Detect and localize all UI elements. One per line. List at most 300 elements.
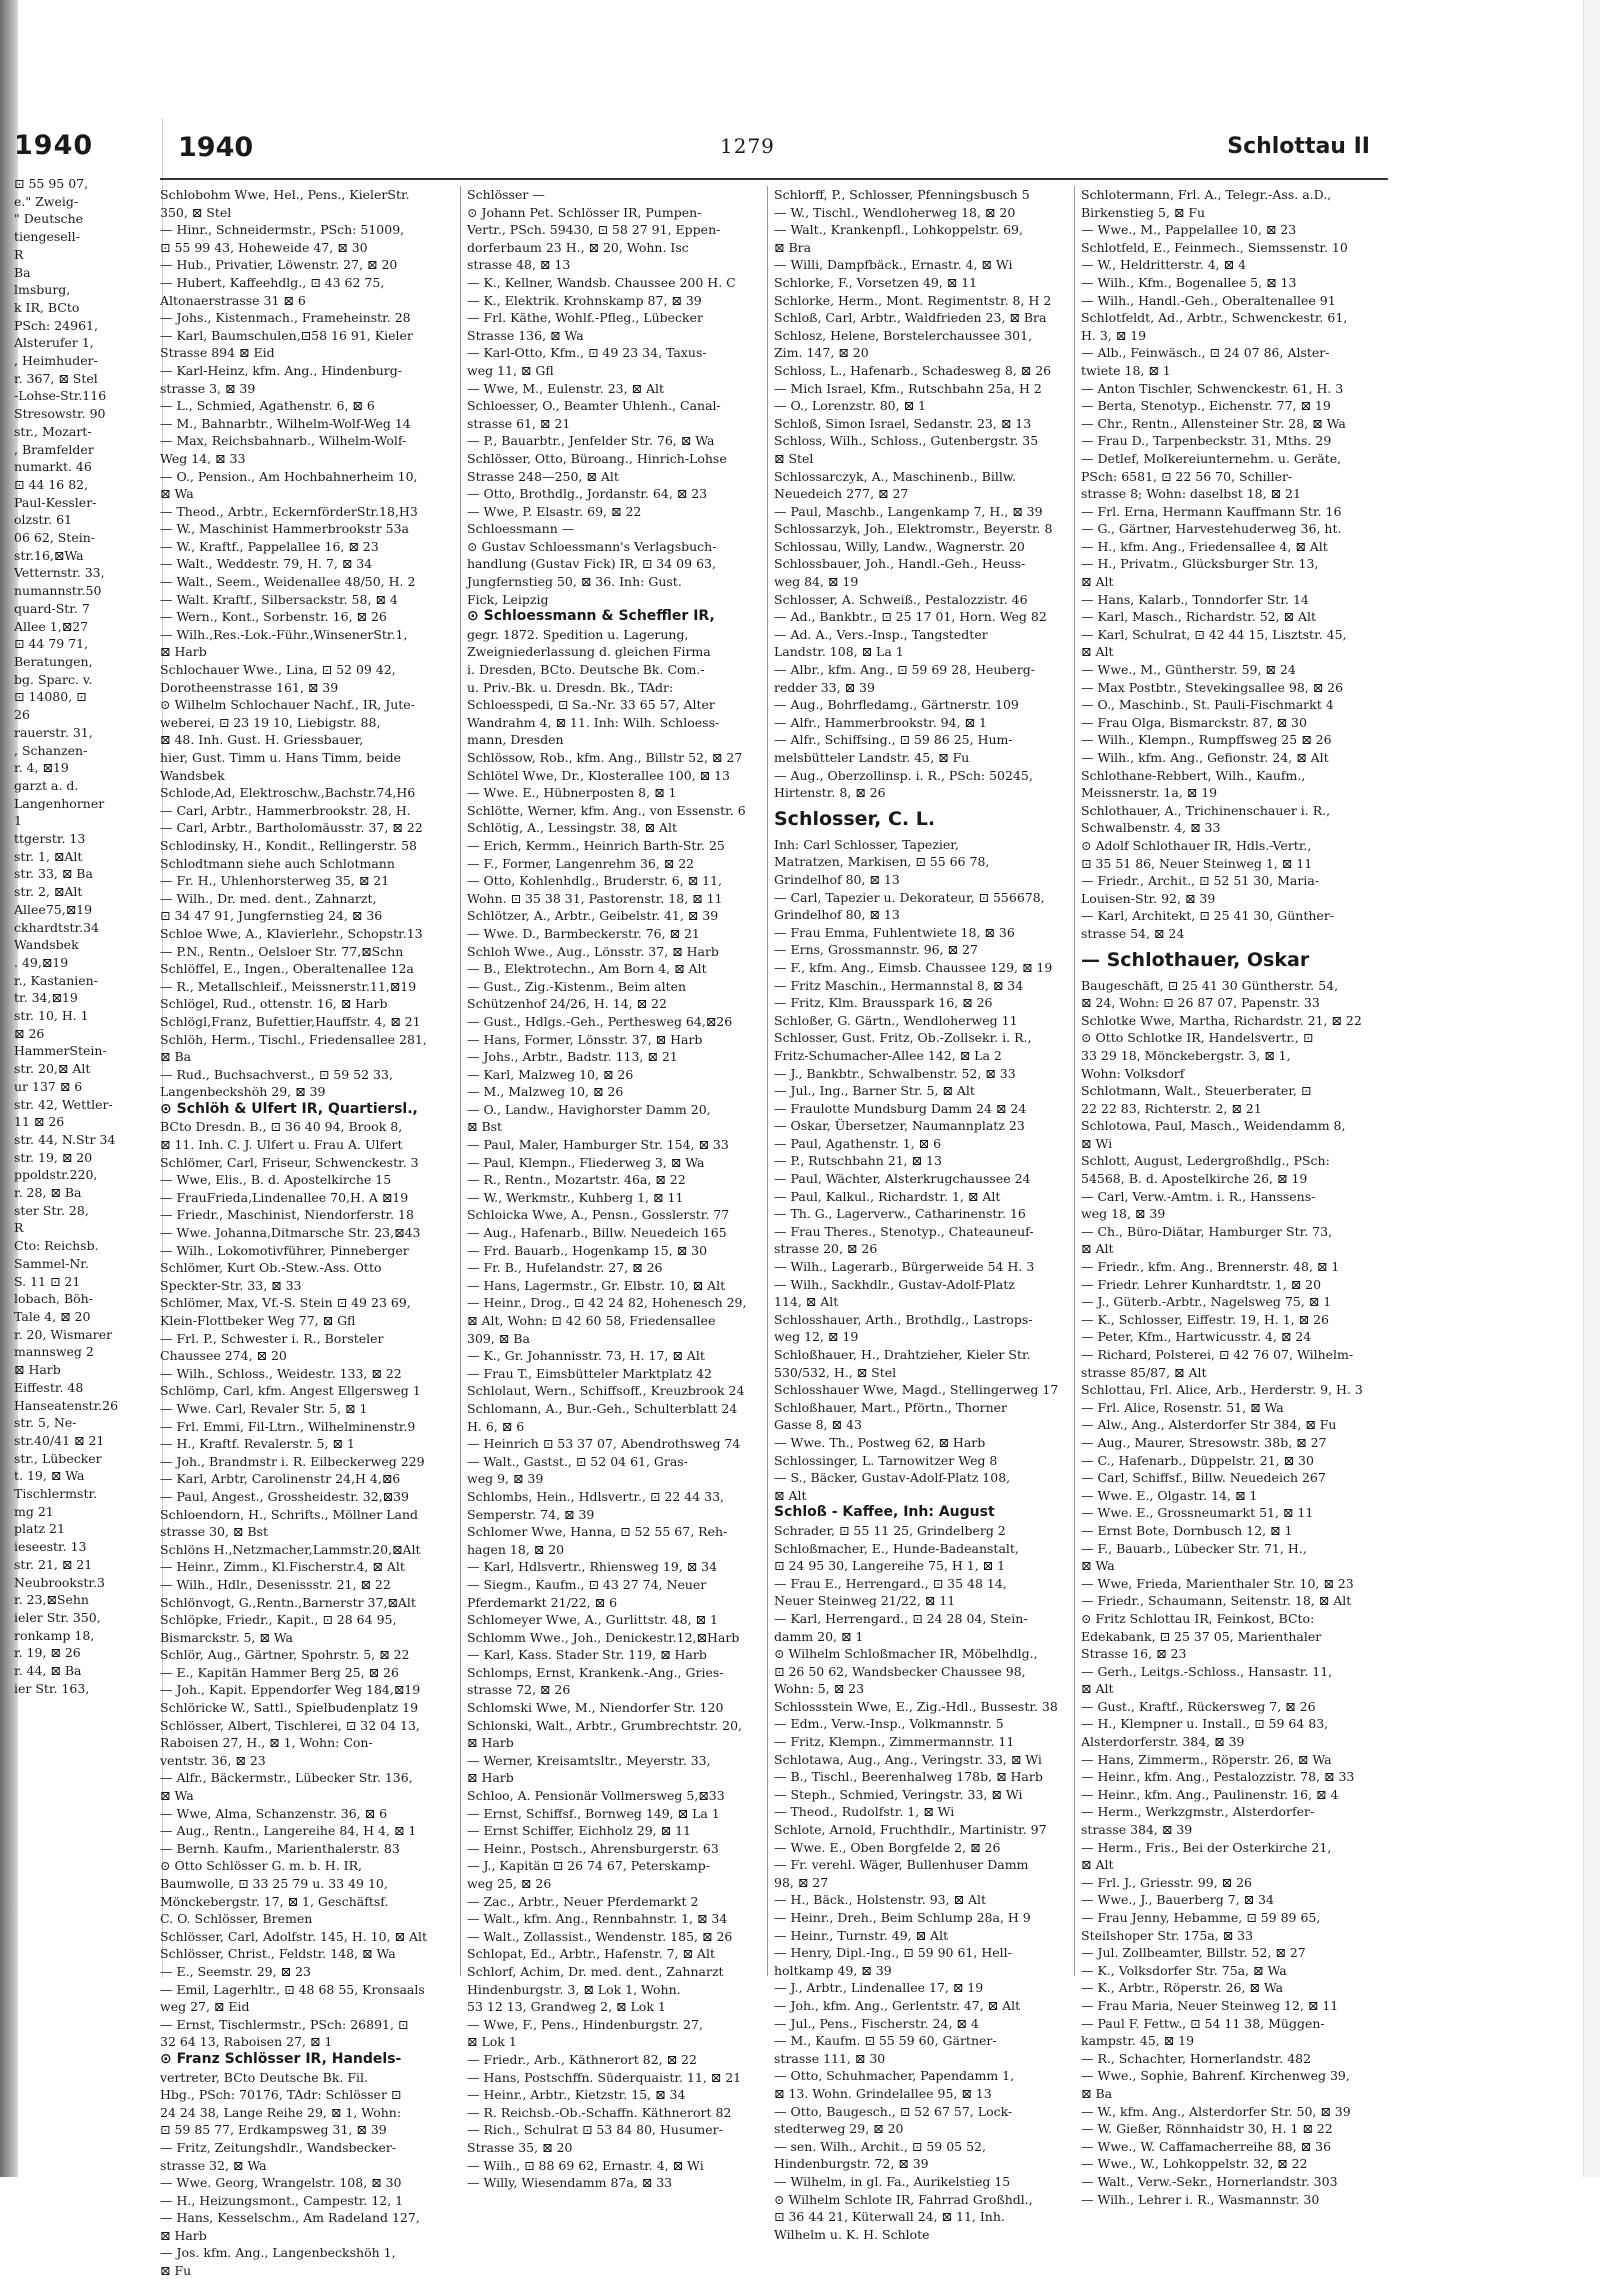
directory-entry: — Friedr., kfm. Ang., Brennerstr. 48, ⊠ 1 [1081, 1259, 1340, 1275]
directory-entry: strasse 54, ⊠ 24 [1081, 925, 1185, 941]
scan-right-margin [1583, 0, 1600, 2177]
previous-page-line: lmsburg, [14, 282, 71, 298]
previous-page-line: r. 44, ⊠ Ba [14, 1663, 82, 1679]
directory-entry: gegr. 1872. Spedition u. Lagerung, [467, 626, 689, 642]
directory-entry: Schloß - Kaffee, Inh: August [774, 1504, 995, 1521]
directory-entry: — Karl, Masch., Richardstr. 52, ⊠ Alt [1081, 609, 1317, 625]
directory-entry: — Ernst Bote, Dornbusch 12, ⊠ 1 [1081, 1522, 1293, 1538]
directory-entry: ⊡ 26 50 62, Wandsbecker Chaussee 98, [774, 1663, 1026, 1679]
directory-entry: — Wwe. Th., Postweg 62, ⊠ Harb [774, 1434, 986, 1450]
previous-page-line: e." Zweig- [14, 193, 79, 209]
directory-entry: — Johs., Kistenmach., Frameheinstr. 28 [160, 310, 411, 326]
directory-entry: — Herm., Werkzgmstr., Alsterdorfer- [1081, 1804, 1315, 1820]
directory-entry: strasse 384, ⊠ 39 [1081, 1822, 1193, 1838]
directory-entry: Schlottau, Frl. Alice, Arb., Herderstr. 9, H. 3 [1081, 1382, 1363, 1398]
directory-entry: Schlör, Aug., Gärtner, Spohrstr. 5, ⊠ 22 [160, 1647, 410, 1663]
directory-entry: — E., Kapitän Hammer Berg 25, ⊠ 26 [160, 1664, 399, 1680]
directory-entry: — Wilh., Klempn., Rumpffsweg 25 ⊠ 26 [1081, 732, 1332, 748]
directory-entry: — Ernst, Schiffsf., Bornweg 149, ⊠ La 1 [467, 1805, 720, 1821]
directory-entry: — Heinr., Drog., ⊡ 42 24 82, Hohenesch 29, [467, 1295, 747, 1311]
directory-entry: — Paul, Agathenstr. 1, ⊠ 6 [774, 1135, 942, 1151]
directory-entry: weg 11, ⊠ Gfl [467, 362, 554, 378]
directory-entry: Zweigniederlassung d. gleichen Firma [467, 644, 711, 660]
directory-entry: ⊠ 13. Wohn. Grindelallee 95, ⊠ 13 [774, 2085, 992, 2101]
directory-entry: — Walt., Zollassist., Wendenstr. 185, ⊠ 26 [467, 1928, 733, 1944]
directory-entry: Schlömer, Max, Vf.-S. Stein ⊡ 49 23 69, [160, 1295, 411, 1311]
directory-entry: — Frau Jenny, Hebamme, ⊡ 59 89 65, [1081, 1910, 1321, 1925]
directory-entry: — Friedr., Schaumann, Seitenstr. 18, ⊠ Alt [1081, 1593, 1352, 1609]
directory-entry: — Richard, Polsterei, ⊡ 42 76 07, Wilhelm- [1081, 1347, 1354, 1362]
directory-entry: hier, Gust. Timm u. Hans Timm, beide [160, 750, 402, 765]
directory-entry: — Alfr., Bäckermstr., Lübecker Str. 136, [160, 1770, 413, 1786]
directory-entry: — Berta, Stenotyp., Eichenstr. 77, ⊠ 19 [1081, 398, 1331, 414]
directory-entry: Schlosser, A. Schweiß., Pestalozzistr. 46 [774, 591, 1028, 607]
previous-page-line: r. 20, Wismarer [14, 1326, 113, 1342]
directory-entry: Schlode,Ad, Elektroschw.,Bachstr.74,H6 [160, 785, 416, 801]
directory-entry: damm 20, ⊠ 1 [774, 1628, 864, 1644]
previous-page-line: str. 20,⊠ Alt [14, 1061, 91, 1077]
previous-page-line: str. 2, ⊠Alt [14, 884, 83, 900]
directory-entry: ⊙ Schloessmann & Scheffler IR, [467, 608, 715, 625]
directory-entry: strasse 32, ⊠ Wa [160, 2157, 267, 2173]
directory-entry: twiete 18, ⊠ 1 [1081, 362, 1171, 378]
directory-entry: — Emil, Lagerhltr., ⊡ 48 68 55, Kronsaals [160, 1981, 425, 1997]
previous-page-line: r. 367, ⊠ Stel [14, 370, 98, 386]
directory-entry: — Heinr., kfm. Ang., Pestalozzistr. 78, ⊠ 33 [1081, 1769, 1355, 1785]
previous-page-line: , Heimhuder- [14, 353, 98, 369]
directory-entry: — K., Volksdorfer Str. 75a, ⊠ Wa [1081, 1962, 1287, 1978]
directory-entry: — Wilh., Lehrer i. R., Wasmannstr. 30 [1081, 2191, 1320, 2207]
directory-entry: — Joh., kfm. Ang., Gerlentstr. 47, ⊠ Alt [774, 1997, 1021, 2013]
directory-entry: — Heinr., Zimm., Kl.Fischerstr.4, ⊠ Alt [160, 1559, 405, 1575]
directory-entry: Schloicka Wwe, A., Pensn., Gosslerstr. 77 [467, 1207, 730, 1223]
previous-page-line: Allee 1,⊠27 [14, 618, 89, 634]
previous-page-line: , Bramfelder [14, 441, 94, 457]
directory-entry: — Paul, Angest., Grossheidestr. 32,⊠39 [160, 1488, 410, 1504]
directory-entry: — Wilh., Lagerarb., Bürgerweide 54 H. 3 [774, 1259, 1035, 1275]
directory-entry: Schlönvogt, G.,Rentn.,Barnerstr 37,⊠Alt [160, 1594, 416, 1610]
directory-entry: — G., Gärtner, Harvestehuderweg 36, ht. [1081, 521, 1342, 537]
directory-entry: Schlotermann, Frl. A., Telegr.-Ass. a.D., [1081, 187, 1332, 202]
directory-entry: — O., Maschinb., St. Pauli-Fischmarkt 4 [1081, 697, 1334, 713]
directory-entry: Schlösser, Albert, Tischlerei, ⊡ 32 04 13, [160, 1717, 420, 1733]
directory-entry: — Wwe., M., Pappelallee 10, ⊠ 23 [1081, 222, 1297, 238]
directory-entry: ⊠ Wi [1081, 1135, 1113, 1151]
directory-entry: Schlossstein Wwe, E., Zig.-Hdl., Bussestr. 38 [774, 1698, 1058, 1714]
previous-page-line: str.40/41 ⊠ 21 [14, 1432, 105, 1448]
directory-entry: — O., Pension., Am Hochbahnerheim 10, [160, 468, 418, 484]
directory-entry: weg 9, ⊠ 39 [467, 1471, 544, 1487]
directory-entry: — FrauFrieda,Lindenallee 70,H. A ⊠19 [160, 1189, 409, 1205]
directory-entry: — Alb., Feinwäsch., ⊡ 24 07 86, Alster- [1081, 345, 1330, 361]
directory-entry: — Wilh., Hdlr., Desenissstr. 21, ⊠ 22 [160, 1576, 391, 1592]
directory-entry: Schlögl,Franz, Bufettier,Hauffstr. 4, ⊠ 21 [160, 1013, 421, 1029]
directory-entry: — Heinr., Arbtr., Kietzstr. 15, ⊠ 34 [467, 2087, 686, 2103]
previous-page-line: HammerStein- [14, 1043, 107, 1059]
directory-entry: Schlomski Wwe, M., Niendorfer Str. 120 [467, 1700, 724, 1716]
previous-page-line: Sammel-Nr. [14, 1255, 89, 1271]
directory-entry: Schlossau, Willy, Landw., Wagnerstr. 20 [774, 538, 1025, 554]
previous-page-line: " Deutsche [14, 211, 84, 227]
directory-entry: Hirtenstr. 8, ⊠ 26 [774, 785, 886, 801]
directory-entry: — F., kfm. Ang., Eimsb. Chaussee 129, ⊠ 19 [774, 959, 1053, 975]
previous-page-line: str.16,⊠Wa [14, 547, 84, 563]
directory-entry: — Paul, Wächter, Alsterkrugchaussee 24 [774, 1171, 1031, 1187]
directory-entry: — Wwe, F., Pens., Hindenburgstr. 27, [467, 2016, 703, 2032]
previous-page-line: ppoldstr.220, [14, 1167, 98, 1183]
previous-page-line: 11 ⊠ 26 [14, 1114, 65, 1130]
directory-entry: — Friedr., Archit., ⊡ 52 51 30, Maria- [1081, 873, 1319, 889]
previous-page-line: ⊠ 26 [14, 1025, 45, 1041]
directory-entry: — Fritz, Klm. Brausspark 16, ⊠ 26 [774, 995, 993, 1011]
previous-page-line: r. 4, ⊠19 [14, 760, 69, 776]
directory-entry: — W. Gießer, Rönnhaidstr 30, H. 1 ⊠ 22 [1081, 2121, 1333, 2137]
directory-entry: ⊙ Fritz Schlottau IR, Feinkost, BCto: [1081, 1610, 1315, 1626]
directory-entry: — Ernst Schiffer, Eichholz 29, ⊠ 11 [467, 1823, 691, 1839]
directory-entry: — Aug., Maurer, Stresowstr. 38b, ⊠ 27 [1081, 1434, 1327, 1450]
directory-entry: Schlosser, C. L. [774, 807, 936, 830]
directory-entry: Grindelhof 80, ⊠ 13 [774, 907, 900, 923]
directory-entry: — Hans, Zimmerm., Röperstr. 26, ⊠ Wa [1081, 1751, 1332, 1767]
directory-entry: Vertr., PSch. 59430, ⊡ 58 27 91, Eppen- [467, 222, 721, 238]
previous-page-line: Vetternstr. 33, [14, 565, 105, 581]
directory-entry: — Frl. J., Griesstr. 99, ⊠ 26 [1081, 1874, 1252, 1890]
directory-entry: Schlomeyer Wwe, A., Gurlittstr. 48, ⊠ 1 [467, 1612, 718, 1628]
directory-entry: — Willy, Wiesendamm 87a, ⊠ 33 [467, 2175, 673, 2191]
directory-entry: — R., Rentn., Mozartstr. 46a, ⊠ 22 [467, 1172, 686, 1188]
previous-page-line: numarkt. 46 [14, 459, 92, 475]
directory-entry: — H., Klempner u. Install., ⊡ 59 64 83, [1081, 1716, 1329, 1732]
directory-entry: — Wilh., Sackhdlr., Gustav-Adolf-Platz [774, 1276, 1015, 1292]
directory-entry: weg 12, ⊠ 19 [774, 1329, 859, 1345]
directory-entry: — Karl, Malzweg 10, ⊠ 26 [467, 1066, 634, 1082]
previous-page-line: ur 137 ⊠ 6 [14, 1078, 83, 1094]
previous-page-line: tr. 34,⊠19 [14, 990, 78, 1006]
directory-entry: — K., Kellner, Wandsb. Chaussee 200 H. C [467, 274, 736, 290]
directory-entry: — Wwe. Carl, Revaler Str. 5, ⊠ 1 [160, 1400, 368, 1416]
directory-entry: — Heinr., Dreh., Beim Schlump 28a, H 9 [774, 1910, 1031, 1925]
directory-entry: — F., Former, Langenrehm 36, ⊠ 22 [467, 855, 695, 871]
previous-page-line: str., Mozart- [14, 423, 92, 439]
directory-columns [160, 186, 1388, 2279]
directory-entry: ⊡ 24 95 30, Langereihe 75, H 1, ⊠ 1 [774, 1558, 1006, 1574]
directory-entry: — Walt., Krankenpfl., Lohkoppelstr. 69, [774, 222, 1023, 238]
directory-entry: — Otto, Baugesch., ⊡ 52 67 57, Lock- [774, 2103, 1013, 2119]
directory-entry: 530/532, H., ⊠ Stel [774, 1364, 897, 1380]
directory-entry: — S., Bäcker, Gustav-Adolf-Platz 108, [774, 1470, 1011, 1486]
directory-entry: Schlothauer, A., Trichinenschauer i. R., [1081, 802, 1331, 818]
directory-entry: — Chr., Rentn., Allensteiner Str. 28, ⊠ Wa [1081, 415, 1346, 431]
directory-page [160, 120, 1388, 2279]
directory-entry: — Oskar, Übersetzer, Naumannplatz 23 [774, 1118, 1025, 1134]
directory-entry: — Aug., Rentn., Langereihe 84, H 4, ⊠ 1 [160, 1823, 417, 1839]
directory-entry: — Heinr., Turnstr. 49, ⊠ Alt [774, 1927, 949, 1943]
directory-entry: Schloss, L., Hafenarb., Schadesweg 8, ⊠ 26 [774, 362, 1052, 378]
directory-entry: ⊠ 11. Inh. C. J. Ulfert u. Frau A. Ulfert [160, 1137, 403, 1153]
directory-entry: — Wwe., Sophie, Bahrenf. Kirchenweg 39, [1081, 2068, 1350, 2084]
directory-entry: — Carl, Arbtr., Bartholomäusstr. 37, ⊠ 22 [160, 820, 423, 836]
directory-entry: strasse 48, ⊠ 13 [467, 257, 571, 273]
directory-entry: — Karl-Heinz, kfm. Ang., Hindenburg- [160, 362, 402, 378]
directory-entry: — M., Kaufm. ⊡ 55 59 60, Gärtner- [774, 2033, 997, 2049]
previous-page-line: r. 28, ⊠ Ba [14, 1185, 82, 1201]
directory-entry: — Rud., Buchsachverst., ⊡ 59 52 33, [160, 1066, 393, 1082]
directory-entry: — Fr. verehl. Wäger, Bullenhuser Damm [774, 1857, 1029, 1873]
directory-entry: — Walt., Gastst., ⊡ 52 04 61, Gras- [467, 1453, 688, 1469]
directory-entry: Steilshoper Str. 175a, ⊠ 33 [1081, 1927, 1254, 1943]
directory-entry: — Mich Israel, Kfm., Rutschbahn 25a, H 2 [774, 380, 1042, 396]
directory-entry: — Ernst, Tischlermstr., PSch: 26891, ⊡ [160, 2016, 409, 2032]
directory-entry: hagen 18, ⊠ 20 [467, 1541, 565, 1557]
directory-entry: — J., Arbtr., Lindenallee 17, ⊠ 19 [774, 1980, 984, 1996]
directory-entry: — Heinrich ⊡ 53 37 07, Abendrothsweg 74 [467, 1436, 741, 1452]
directory-entry: — Walt., Verw.-Sekr., Hornerlandstr. 303 [1081, 2173, 1338, 2189]
directory-entry: ⊙ Wilhelm Schlochauer Nachf., IR, Jute- [160, 697, 415, 713]
directory-entry: Fritz-Schumacher-Allee 142, ⊠ La 2 [774, 1047, 1002, 1063]
directory-entry: Schloß, Carl, Arbtr., Waldfrieden 23, ⊠ Bra [774, 310, 1047, 326]
directory-entry: handlung (Gustav Fick) IR, ⊡ 34 09 63, [467, 556, 716, 572]
directory-entry: 54568, B. d. Apostelkirche 26, ⊠ 19 [1081, 1171, 1308, 1187]
directory-entry: Schlombs, Hein., Hdlsvertr., ⊡ 22 44 33, [467, 1488, 725, 1504]
directory-entry: Schlotowa, Paul, Masch., Weidendamm 8, [1081, 1118, 1346, 1134]
directory-entry: 22 22 83, Richterstr. 2, ⊠ 21 [1081, 1100, 1262, 1116]
previous-page-line: R [14, 246, 24, 262]
directory-entry: Schlosshauer, Arth., Brothdlg., Lastrops- [774, 1311, 1033, 1327]
previous-page-line: Tale 4, ⊠ 20 [14, 1309, 91, 1324]
previous-page-line: r. 23,⊠Sehn [14, 1592, 89, 1608]
directory-entry: — K., Gr. Johannisstr. 73, H. 17, ⊠ Alt [467, 1348, 705, 1364]
directory-entry: Schlöpke, Friedr., Kapit., ⊡ 28 64 95, [160, 1612, 397, 1628]
previous-page-line: 06 62, Stein- [14, 530, 95, 546]
directory-entry: — Frl. Käthe, Wohlf.-Pfleg., Lübecker [467, 310, 703, 326]
directory-entry: — Wwe. E., Oben Borgfelde 2, ⊠ 26 [774, 1839, 1001, 1855]
directory-entry: ⊠ Wa [1081, 1558, 1115, 1574]
directory-entry: — W., Maschinist Hammerbrookstr 53a [160, 521, 410, 537]
directory-entry: 350, ⊠ Stel [160, 204, 232, 220]
directory-entry: Schlossarzyk, Joh., Elektromstr., Beyerstr. 8 [774, 521, 1053, 537]
directory-entry: — Walt., Weddestr. 79, H. 7, ⊠ 34 [160, 556, 373, 572]
directory-entry: strasse 30, ⊠ Bst [160, 1524, 268, 1540]
directory-entry: — Frd. Bauarb., Hogenkamp 15, ⊠ 30 [467, 1242, 708, 1258]
previous-page-line: ieler Str. 350, [14, 1609, 101, 1625]
previous-page-line: PSch: 24961, [14, 317, 98, 333]
directory-entry: ⊙ Otto Schlotke IR, Handelsvertr., ⊡ [1081, 1030, 1314, 1046]
directory-entry: weg 18, ⊠ 39 [1081, 1206, 1166, 1222]
previous-page-line: str., Lübecker [14, 1450, 102, 1466]
previous-page-line: Stresowstr. 90 [14, 406, 106, 422]
directory-entry: ⊠ Alt, Wohn: ⊡ 42 60 58, Friedensallee [467, 1313, 716, 1328]
directory-entry: — F., Bauarb., Lübecker Str. 71, H., [1081, 1540, 1307, 1556]
directory-entry: ⊠ Harb [467, 1735, 514, 1751]
directory-entry: Baumwolle, ⊡ 33 25 79 u. 33 49 10, [160, 1876, 388, 1891]
directory-entry: — J., Güterb.-Arbtr., Nagelsweg 75, ⊠ 1 [1081, 1294, 1332, 1310]
previous-page-line: 1 [14, 813, 22, 829]
directory-entry: — Walt., Seem., Weidenallee 48/50, H. 2 [160, 574, 416, 590]
directory-entry: — Paul, Kalkul., Richardstr. 1, ⊠ Alt [774, 1188, 1001, 1204]
directory-entry: — Alfr., Schiffsing., ⊡ 59 86 25, Hum- [774, 732, 1013, 748]
directory-entry: ⊠ Fu [160, 2263, 192, 2279]
directory-entry: 98, ⊠ 27 [774, 1874, 829, 1890]
directory-entry: — Wwe. Johanna,Ditmarsche Str. 23,⊠43 [160, 1225, 421, 1241]
directory-entry: — Jos. kfm. Ang., Langenbeckshöh 1, [160, 2245, 396, 2261]
previous-page-line: , Schanzen- [14, 742, 88, 758]
directory-entry: — Fr. H., Uhlenhorsterweg 35, ⊠ 21 [160, 873, 390, 889]
previous-page-line: t. 19, ⊠ Wa [14, 1468, 85, 1484]
previous-page-line: Hanseatenstr.26 [14, 1397, 119, 1413]
directory-entry: — Wwe, Frieda, Marienthaler Str. 10, ⊠ 23 [1081, 1575, 1354, 1591]
directory-entry: Schlothane-Rebbert, Wilh., Kaufm., [1081, 767, 1306, 783]
directory-entry: Altonaerstrasse 31 ⊠ 6 [160, 292, 306, 308]
previous-page-line: bg. Sparc. v. [14, 671, 93, 687]
previous-page-line: S. 11 ⊡ 21 [14, 1273, 81, 1289]
previous-page-line: . 49,⊠19 [14, 954, 69, 970]
directory-entry: strasse 85/87, ⊠ Alt [1081, 1364, 1207, 1380]
directory-entry: dorferbaum 23 H., ⊠ 20, Wohn. Isc [467, 239, 689, 255]
directory-entry: — Heinr., kfm. Ang., Paulinenstr. 16, ⊠ 4 [1081, 1786, 1339, 1802]
page-number: 1279 [720, 134, 775, 158]
directory-entry: — Theod., Rudolfstr. 1, ⊠ Wi [774, 1804, 955, 1820]
directory-entry: strasse 8; Wohn: daselbst 18, ⊠ 21 [1081, 486, 1301, 502]
previous-page-line: r., Kastanien- [14, 972, 98, 988]
directory-entry: Weg 14, ⊠ 33 [160, 450, 246, 466]
directory-entry: — Wwe, Alma, Schanzenstr. 36, ⊠ 6 [160, 1805, 388, 1821]
previous-page-line: str. 5, Ne- [14, 1415, 77, 1431]
directory-entry: ⊠ Lok 1 [467, 2034, 517, 2050]
previous-page-line: str. 42, Wettler- [14, 1096, 113, 1112]
directory-entry: — Herm., Fris., Bei der Osterkirche 21, [1081, 1839, 1332, 1855]
directory-entry: — K., Schlosser, Eiffestr. 19, H. 1, ⊠ 26 [1081, 1311, 1329, 1327]
directory-entry: — Albr., kfm. Ang., ⊡ 59 69 28, Heuberg- [774, 662, 1036, 678]
previous-page-line: Neubrookstr.3 [14, 1574, 105, 1590]
directory-entry: — Paul F. Fettw., ⊡ 54 11 38, Müggen- [1081, 2015, 1325, 2031]
previous-page-line: ⊡ 44 16 82, [14, 476, 89, 492]
directory-entry: Schlobohm Wwe, Hel., Pens., KielerStr. [160, 187, 410, 202]
previous-page-line: ieseestr. 13 [14, 1539, 87, 1555]
directory-entry: Schlösser, Carl, Adolfstr. 145, H. 10, ⊠ Alt [160, 1928, 428, 1944]
directory-entry: PSch: 6581, ⊡ 22 56 70, Schiller- [1081, 468, 1293, 484]
directory-entry: — Paul, Maler, Hamburger Str. 154, ⊠ 33 [467, 1137, 729, 1153]
directory-entry: Raboisen 27, H., ⊠ 1, Wohn: Con- [160, 1735, 373, 1751]
directory-entry: strasse 61, ⊠ 21 [467, 415, 571, 431]
directory-entry: — Wwe., M., Güntherstr. 59, ⊠ 24 [1081, 662, 1296, 678]
directory-entry: ⊠ Ba [160, 1049, 192, 1065]
directory-entry: 114, ⊠ Alt [774, 1294, 839, 1310]
directory-entry: Louisen-Str. 92, ⊠ 39 [1081, 890, 1216, 906]
directory-entry: Schloesser, O., Beamter Uhlenh., Canal- [467, 398, 721, 414]
directory-entry: — Peter, Kfm., Hartwicusstr. 4, ⊠ 24 [1081, 1329, 1312, 1345]
directory-entry: Fick, Leipzig [467, 591, 549, 607]
directory-entry: — Fraulotte Mundsburg Damm 24 ⊠ 24 [774, 1100, 1027, 1116]
directory-entry: ⊙ Franz Schlösser IR, Handels- [160, 2050, 402, 2067]
directory-entry: Schrader, ⊡ 55 11 25, Grindelberg 2 [774, 1522, 1006, 1538]
previous-page-line: ier Str. 163, [14, 1680, 90, 1696]
previous-page-line: ronkamp 18, [14, 1627, 95, 1643]
directory-entry: Schlomm Wwe., Joh., Denickestr.12,⊠Harb [467, 1629, 740, 1645]
directory-entry: — Hubert, Kaffeehdlg., ⊡ 43 62 75, [160, 274, 385, 290]
directory-entry: — Wwe. D., Barmbeckerstr. 76, ⊠ 21 [467, 925, 700, 941]
directory-entry: ⊙ Wilhelm Schloßmacher IR, Möbelhdlg., [774, 1646, 1038, 1662]
previous-page-line: Beratungen, [14, 653, 93, 669]
directory-entry: Schlochauer Wwe., Lina, ⊡ 52 09 42, [160, 662, 396, 678]
directory-entry: ⊠ Harb [467, 1770, 514, 1786]
directory-entry: — Schlothauer, Oskar [1081, 948, 1310, 971]
directory-entry: Schlössow, Rob., kfm. Ang., Billstr 52, ⊠ 27 [467, 750, 743, 765]
directory-entry: Bismarckstr. 5, ⊠ Wa [160, 1629, 294, 1645]
directory-entry: — M., Bahnarbtr., Wilhelm-Wolf-Weg 14 [160, 415, 411, 431]
directory-entry: — Karl-Otto, Kfm., ⊡ 49 23 34, Taxus- [467, 345, 707, 361]
directory-entry: Schloendorn, H., Schrifts., Möllner Land [160, 1506, 419, 1522]
directory-entry: u. Priv.-Bk. u. Dresdn. Bk., TAdr: [467, 679, 674, 695]
previous-page-line: str. 44, N.Str 34 [14, 1131, 116, 1147]
directory-entry: — P., Rutschbahn 21, ⊠ 13 [774, 1153, 942, 1169]
directory-entry: Schlösser, Christ., Feldstr. 148, ⊠ Wa [160, 1946, 396, 1962]
directory-entry: vertreter, BCto Deutsche Bk. Fil. [160, 2069, 368, 2085]
directory-entry: — K., Elektrik. Krohnskamp 87, ⊠ 39 [467, 292, 702, 308]
directory-entry: Klein-Flottbeker Weg 77, ⊠ Gfl [160, 1313, 356, 1328]
directory-entry: i. Dresden, BCto. Deutsche Bk. Com.- [467, 662, 705, 678]
directory-entry: — Otto, Schuhmacher, Papendamm 1, [774, 2068, 1015, 2084]
directory-entry: — R. Reichsb.-Ob.-Schaffn. Käthnerort 82 [467, 2104, 732, 2120]
directory-entry: — Frau Maria, Neuer Steinweg 12, ⊠ 11 [1081, 1997, 1339, 2013]
directory-entry: ⊠ Wa [160, 486, 194, 502]
directory-entry: — O., Landw., Havighorster Damm 20, [467, 1101, 711, 1117]
directory-entry: Hindenburgstr. 72, ⊠ 39 [774, 2156, 929, 2172]
directory-entry: — W., Kraftf., Pappelallee 16, ⊠ 23 [160, 538, 379, 554]
directory-entry: — H., Kraftf. Revalerstr. 5, ⊠ 1 [160, 1436, 355, 1452]
directory-entry: Strasse 248—250, ⊠ Alt [467, 468, 619, 484]
directory-entry: strasse 20, ⊠ 26 [774, 1241, 878, 1257]
previous-page-line: ⊡ 44 79 71, [14, 636, 89, 652]
directory-entry: strasse 72, ⊠ 26 [467, 1682, 571, 1698]
directory-entry: — P., Bauarbtr., Jenfelder Str. 76, ⊠ Wa [467, 433, 715, 449]
previous-page-line: ttgerstr. 13 [14, 831, 86, 847]
previous-page-line: olzstr. 61 [14, 512, 73, 528]
previous-page-line: Alsterufer 1, [14, 335, 94, 351]
directory-entry: — Paul, Klempn., Fliederweg 3, ⊠ Wa [467, 1154, 705, 1170]
directory-entry: kampstr. 45, ⊠ 19 [1081, 2033, 1195, 2049]
previous-page-line: garzt a. d. [14, 777, 79, 793]
directory-entry: Schlomann, A., Bur.-Geh., Schulterblatt 24 [467, 1400, 738, 1416]
directory-entry: Schlote, Arnold, Fruchthdlr., Martinistr. 97 [774, 1822, 1047, 1838]
directory-entry: — Hans, Lagermstr., Gr. Elbstr. 10, ⊠ Alt [467, 1277, 726, 1293]
directory-entry: — Theod., Arbtr., EckernförderStr.18,H3 [160, 503, 418, 519]
directory-entry: — Ch., Büro-Diätar, Hamburger Str. 73, [1081, 1223, 1333, 1239]
directory-entry: — Karl, Architekt, ⊡ 25 41 30, Günther- [1081, 908, 1335, 924]
directory-entry: Schlömer, Kurt Ob.-Stew.-Ass. Otto [160, 1260, 382, 1276]
directory-entry: Schlorf, Achim, Dr. med. dent., Zahnarzt [467, 1963, 724, 1979]
directory-entry: — Wwe, P. Elsastr. 69, ⊠ 22 [467, 503, 642, 519]
directory-entry: ⊡ 55 99 43, Hoheweide 47, ⊠ 30 [160, 239, 368, 255]
directory-entry: — J., Bankbtr., Schwalbenstr. 52, ⊠ 33 [774, 1065, 1016, 1081]
directory-entry: — Erns, Grossmannstr. 96, ⊠ 27 [774, 942, 978, 958]
directory-entry: Schlötte, Werner, kfm. Ang., von Essenstr. 6 [467, 802, 746, 818]
directory-entry: Strasse 16, ⊠ 23 [1081, 1646, 1187, 1662]
directory-entry: — Edm., Verw.-Insp., Volkmannstr. 5 [774, 1716, 1004, 1732]
previous-page-line: tiengesell- [14, 229, 80, 245]
directory-entry: H. 6, ⊠ 6 [467, 1418, 525, 1434]
directory-entry: — Karl, Herrengard., ⊡ 24 28 04, Stein- [774, 1610, 1028, 1626]
directory-entry: ⊡ 35 51 86, Neuer Steinweg 1, ⊠ 11 [1081, 855, 1313, 871]
previous-page-line: R [14, 1220, 24, 1236]
previous-page-line: str. 33, ⊠ Ba [14, 866, 93, 882]
directory-entry: — Frl. Emmi, Fil-Ltrn., Wilhelminenstr.9 [160, 1418, 416, 1434]
directory-entry: ⊠ Stel [774, 450, 814, 466]
directory-entry: — Fritz, Zeitungshdlr., Wandsbecker- [160, 2139, 397, 2155]
directory-entry: — Frl. Erna, Hermann Kauffmann Str. 16 [1081, 503, 1342, 519]
directory-entry: — Friedr., Arb., Käthnerort 82, ⊠ 22 [467, 2051, 697, 2067]
directory-entry: Schlopat, Ed., Arbtr., Hafenstr. 7, ⊠ Alt [467, 1946, 715, 1962]
directory-entry: Schlorff, P., Schlosser, Pfenningsbusch 5 [774, 187, 1030, 202]
